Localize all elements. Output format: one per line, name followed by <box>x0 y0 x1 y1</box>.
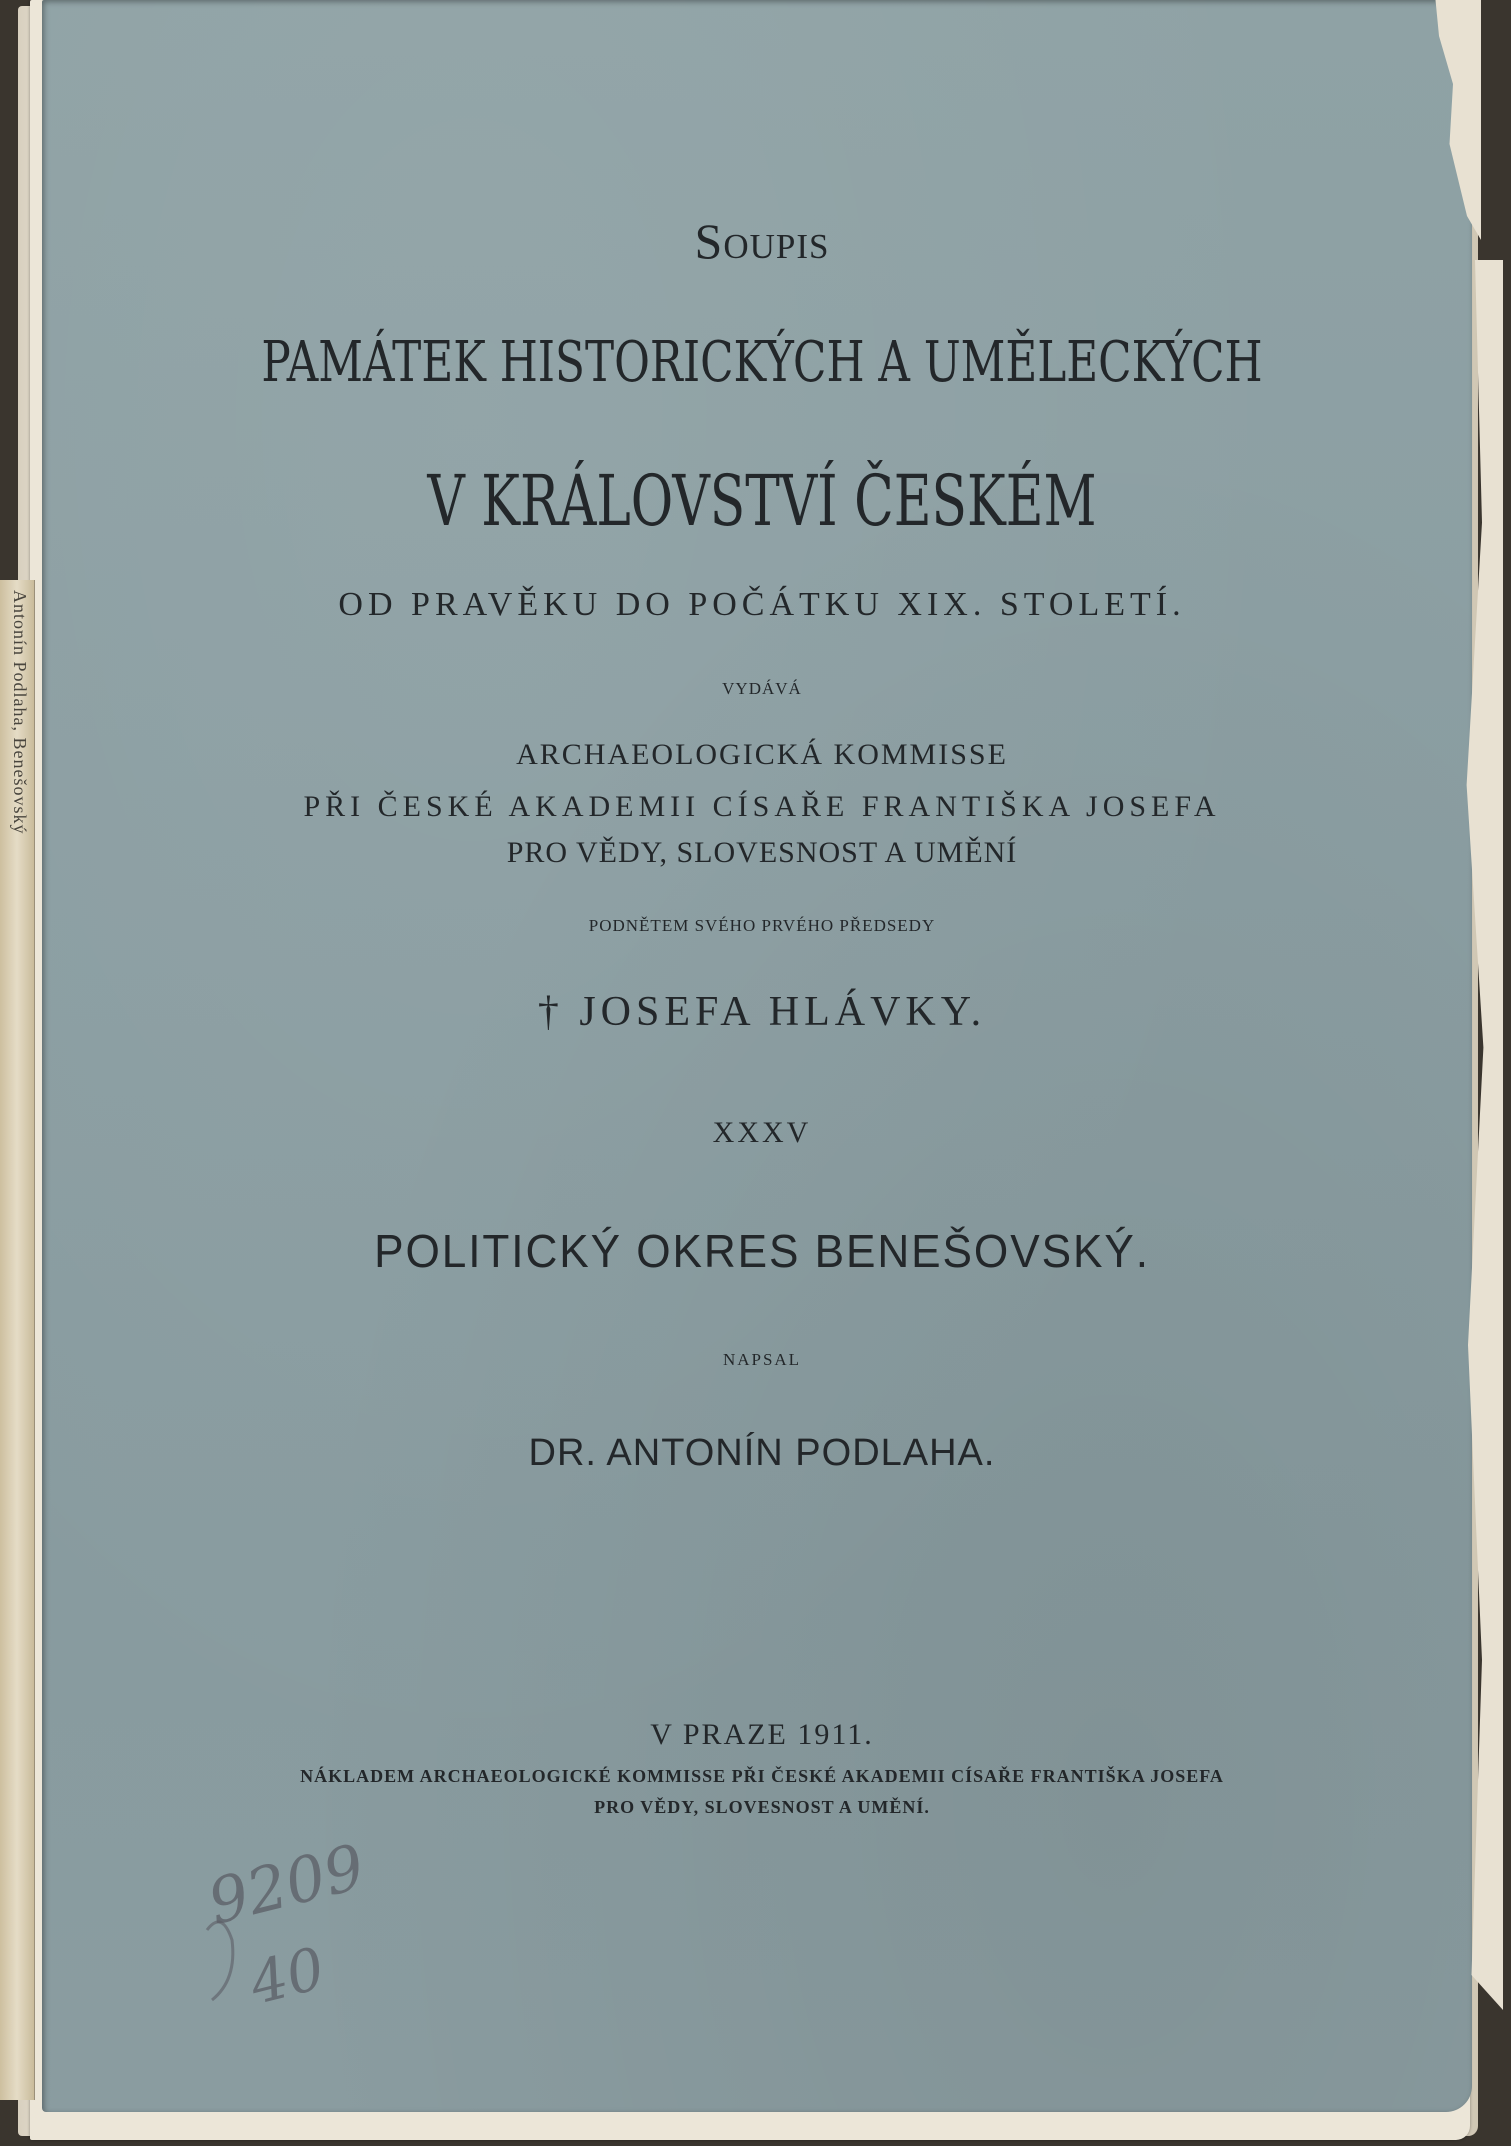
volume-number: XXXV <box>712 1116 812 1149</box>
publisher-line-2: PRO VĚDY, SLOVESNOST A UMĚNÍ. <box>594 1797 930 1817</box>
initiative-label: PODNĚTEM SVÉHO PRVÉHO PŘEDSEDY <box>588 916 936 935</box>
issuer-line-1: ARCHAEOLOGICKÁ KOMMISSE <box>516 738 1008 771</box>
handwritten-pencil-note <box>192 1820 432 2020</box>
subtitle: OD PRAVĚKU DO POČÁTKU XIX. STOLETÍ. <box>338 586 1186 623</box>
founder-name: † JOSEFA HLÁVKY. <box>537 989 987 1035</box>
handwritten-number-1: 9209 <box>200 1829 372 1939</box>
spine-label: Antonín Podlaha, Benešovský <box>10 590 30 835</box>
series-title: Soupis <box>694 213 830 269</box>
main-title-line-2: V KRÁLOVSTVÍ ČESKÉM <box>427 460 1097 542</box>
cover-board <box>42 0 1472 2112</box>
publisher-line-1: NÁKLADEM ARCHAEOLOGICKÉ KOMMISSE PŘI ČESKÉ AKADEMII CÍSAŘE FRANTIŠKA JOSEFA <box>300 1766 1224 1786</box>
issuer-line-2: PŘI ČESKÉ AKADEMII CÍSAŘE FRANTIŠKA JOSEFA <box>303 790 1221 823</box>
issuer-line-3: PRO VĚDY, SLOVESNOST A UMĚNÍ <box>506 836 1018 869</box>
place-and-year: V PRAZE 1911. <box>650 1718 874 1751</box>
handwritten-number-2: 40 <box>243 1933 332 2018</box>
main-title-line-1: PAMÁTEK HISTORICKÝCH A UMĚLECKÝCH <box>261 330 1263 395</box>
author-label: NAPSAL <box>722 1350 802 1369</box>
issued-by-label: VYDÁVÁ <box>722 679 802 698</box>
author-name: DR. ANTONÍN PODLAHA. <box>528 1432 996 1474</box>
handwriting-svg <box>192 1820 432 2020</box>
district-title: POLITICKÝ OKRES BENEŠOVSKÝ. <box>374 1225 1150 1277</box>
